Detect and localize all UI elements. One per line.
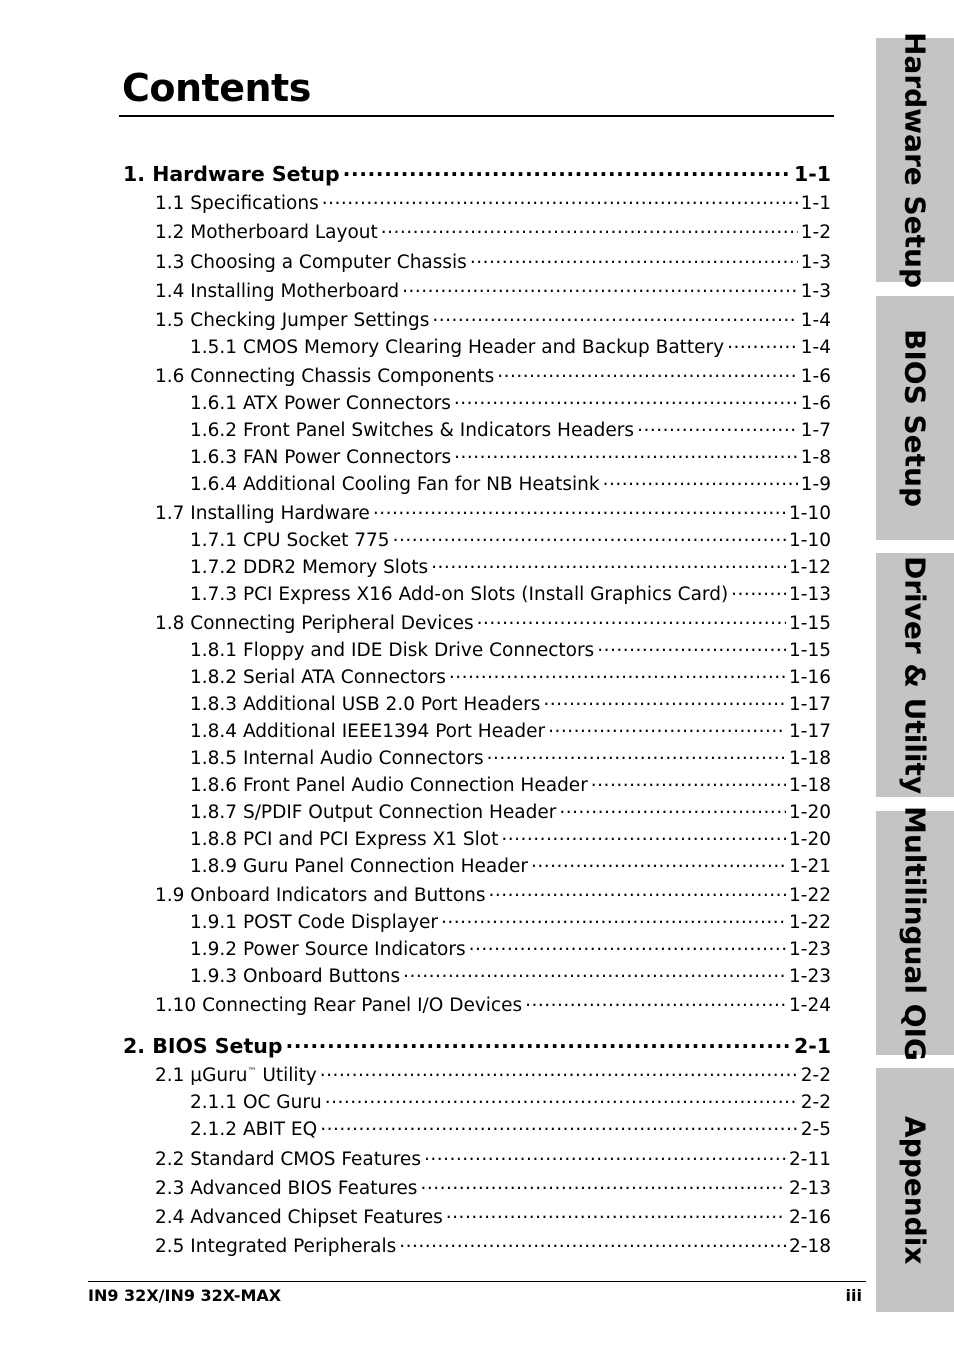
toc-page-number: 1-17 xyxy=(789,693,831,715)
toc-page-number: 1-7 xyxy=(800,419,831,441)
toc-entry-title: 2.1.1 OC Guru xyxy=(190,1091,322,1113)
toc-entry-title: 1. Hardware Setup xyxy=(123,161,340,186)
toc-page-number: 1-16 xyxy=(789,666,831,688)
toc-entry[interactable] xyxy=(190,936,831,960)
toc-entry[interactable] xyxy=(190,799,831,823)
dot-leader xyxy=(373,500,786,519)
toc-entry-title: 1.4 Installing Motherboard xyxy=(155,280,400,302)
toc-chapter-entry[interactable] xyxy=(123,1032,831,1058)
section-tab-label: Driver & Utility xyxy=(898,555,932,795)
dot-leader xyxy=(525,992,786,1011)
toc-entry-title: 1.8.3 Additional USB 2.0 Port Headers xyxy=(190,693,541,715)
toc-entry-title: 2.2 Standard CMOS Features xyxy=(155,1148,421,1170)
toc-entry[interactable] xyxy=(190,772,831,796)
toc-entry[interactable] xyxy=(190,745,831,769)
toc-entry[interactable] xyxy=(155,1233,831,1257)
toc-entry-title: 1.8.6 Front Panel Audio Connection Header xyxy=(190,774,588,796)
toc-entry[interactable] xyxy=(190,417,831,441)
toc-entry-title: 1.8.9 Guru Panel Connection Header xyxy=(190,855,528,877)
dot-leader xyxy=(420,1175,786,1194)
dot-leader xyxy=(487,745,786,764)
dot-leader xyxy=(548,718,786,737)
toc-chapter-entry[interactable] xyxy=(123,160,831,186)
toc-entry[interactable] xyxy=(190,691,831,715)
dot-leader xyxy=(597,637,786,656)
dot-leader xyxy=(637,417,798,436)
toc-entry-title: 2. BIOS Setup xyxy=(123,1033,283,1058)
toc-entry-title: 1.3 Choosing a Computer Chassis xyxy=(155,251,467,273)
toc-entry-title: 1.8.1 Floppy and IDE Disk Drive Connectors xyxy=(190,639,595,661)
dot-leader xyxy=(431,554,786,573)
toc-entry[interactable] xyxy=(155,500,831,524)
toc-entry[interactable] xyxy=(190,909,831,933)
toc-page-number: 2-18 xyxy=(789,1235,831,1257)
dot-leader xyxy=(286,1032,791,1053)
dot-leader xyxy=(591,772,786,791)
dot-leader xyxy=(603,471,798,490)
toc-page-number: 1-15 xyxy=(789,639,831,661)
section-tab[interactable] xyxy=(876,1068,954,1312)
section-tab[interactable] xyxy=(876,32,954,289)
toc-entry[interactable] xyxy=(190,637,831,661)
toc-entry-title: 1.7.2 DDR2 Memory Slots xyxy=(190,556,429,578)
section-tab-label: Multilingual QIG xyxy=(898,805,932,1061)
toc-entry[interactable] xyxy=(190,664,831,688)
toc-page-number: 1-2 xyxy=(800,221,831,243)
toc-page-number: 1-24 xyxy=(789,994,831,1016)
toc-entry[interactable] xyxy=(155,1175,831,1199)
toc-entry[interactable] xyxy=(190,1116,831,1140)
section-tab-label: Hardware Setup xyxy=(898,32,932,289)
toc-page-number: 1-6 xyxy=(800,365,831,387)
toc-page-number: 2-2 xyxy=(800,1091,831,1113)
toc-page-number: 1-10 xyxy=(789,502,831,524)
toc-page-number: 1-23 xyxy=(789,965,831,987)
dot-leader xyxy=(449,664,786,683)
dot-leader xyxy=(559,799,786,818)
toc-entry[interactable] xyxy=(155,219,831,243)
toc-page-number: 1-9 xyxy=(800,473,831,495)
toc-entry[interactable] xyxy=(155,249,831,273)
toc-entry-title: 1.7.3 PCI Express X16 Add-on Slots (Install Graphics Card) xyxy=(190,583,729,605)
toc-entry-title: 1.8.7 S/PDIF Output Connection Header xyxy=(190,801,557,823)
toc-entry-title: 1.8.2 Serial ATA Connectors xyxy=(190,666,446,688)
toc-page-number: 1-1 xyxy=(793,161,831,186)
dot-leader xyxy=(446,1204,786,1223)
toc-page-number: 1-4 xyxy=(800,309,831,331)
toc-entry-title: 1.7.1 CPU Socket 775 xyxy=(190,529,390,551)
toc-entry-title: 1.8.5 Internal Audio Connectors xyxy=(190,747,484,769)
toc-page-number: 2-11 xyxy=(789,1148,831,1170)
toc-page-number: 1-21 xyxy=(789,855,831,877)
dot-leader xyxy=(470,249,798,268)
toc-entry-title: 1.6 Connecting Chassis Components xyxy=(155,365,495,387)
toc-entry[interactable] xyxy=(155,992,831,1016)
dot-leader xyxy=(454,444,798,463)
toc-entry-title: 1.8 Connecting Peripheral Devices xyxy=(155,612,474,634)
toc-entry[interactable] xyxy=(155,1146,831,1170)
section-tab[interactable] xyxy=(876,553,954,797)
dot-leader xyxy=(477,610,786,629)
page-title: Contents xyxy=(122,66,311,110)
toc-page-number: 1-4 xyxy=(800,336,831,358)
toc-entry[interactable] xyxy=(155,307,831,331)
toc-page-number: 2-1 xyxy=(793,1033,831,1058)
toc-entry-title: 2.3 Advanced BIOS Features xyxy=(155,1177,418,1199)
dot-leader xyxy=(543,691,786,710)
toc-entry[interactable] xyxy=(190,826,831,850)
toc-page-number: 2-16 xyxy=(789,1206,831,1228)
toc-entry-title: 1.9.2 Power Source Indicators xyxy=(190,938,466,960)
section-tab[interactable] xyxy=(876,805,954,1061)
toc-entry-title: 1.8.8 PCI and PCI Express X1 Slot xyxy=(190,828,499,850)
dot-leader xyxy=(731,581,786,600)
trademark-symbol: ™ xyxy=(247,1066,257,1077)
toc-page-number: 1-6 xyxy=(800,392,831,414)
toc-entry[interactable] xyxy=(190,334,831,358)
toc-entry-title: 1.6.1 ATX Power Connectors xyxy=(190,392,451,414)
toc-entry[interactable] xyxy=(190,963,831,987)
dot-leader xyxy=(325,1089,798,1108)
dot-leader xyxy=(403,963,786,982)
toc-page-number: 1-3 xyxy=(800,251,831,273)
dot-leader xyxy=(424,1146,786,1165)
toc-entry[interactable] xyxy=(155,882,831,906)
section-tab[interactable] xyxy=(876,296,954,540)
dot-leader xyxy=(531,853,786,872)
toc-page-number: 1-10 xyxy=(789,529,831,551)
toc-page-number: 1-20 xyxy=(789,828,831,850)
toc-entry-title: 1.6.4 Additional Cooling Fan for NB Heatsink xyxy=(190,473,600,495)
toc-page-number: 1-23 xyxy=(789,938,831,960)
toc-entry-title: 1.9 Onboard Indicators and Buttons xyxy=(155,884,486,906)
toc-entry-title: 1.2 Motherboard Layout xyxy=(155,221,378,243)
dot-leader xyxy=(441,909,786,928)
dot-leader xyxy=(320,1116,798,1135)
toc-entry-title: 2.1.2 ABIT EQ xyxy=(190,1118,318,1140)
toc-page-number: 1-1 xyxy=(800,192,831,214)
toc-page-number: 2-5 xyxy=(800,1118,831,1140)
toc-page-number: 1-8 xyxy=(800,446,831,468)
toc-entry-title: 1.8.4 Additional IEEE1394 Port Header xyxy=(190,720,546,742)
toc-entry[interactable] xyxy=(155,610,831,634)
dot-leader xyxy=(393,527,786,546)
toc-entry[interactable] xyxy=(190,581,831,605)
toc-page-number: 1-18 xyxy=(789,774,831,796)
toc-entry[interactable] xyxy=(155,190,831,214)
toc-entry-title: 2.4 Advanced Chipset Features xyxy=(155,1206,443,1228)
toc-page-number: 1-22 xyxy=(789,884,831,906)
toc-entry[interactable] xyxy=(190,471,831,495)
toc-entry-title: 1.9.3 Onboard Buttons xyxy=(190,965,401,987)
dot-leader xyxy=(454,390,798,409)
dot-leader xyxy=(343,160,791,181)
toc-entry[interactable] xyxy=(155,278,831,302)
toc-page-number: 2-2 xyxy=(800,1064,831,1086)
dot-leader xyxy=(501,826,786,845)
dot-leader xyxy=(381,219,798,238)
dot-leader xyxy=(402,278,798,297)
dot-leader xyxy=(432,307,797,326)
toc-page-number: 1-15 xyxy=(789,612,831,634)
toc-entry[interactable] xyxy=(155,363,831,387)
toc-entry[interactable] xyxy=(190,390,831,414)
toc-entry-title: 1.7 Installing Hardware xyxy=(155,502,370,524)
dot-leader xyxy=(320,1062,798,1081)
toc-entry[interactable] xyxy=(190,444,831,468)
toc-entry[interactable] xyxy=(155,1062,831,1086)
footer-divider xyxy=(88,1281,866,1282)
toc-page-number: 1-22 xyxy=(789,911,831,933)
toc-entry[interactable] xyxy=(190,1089,831,1113)
toc-page-number: 1-18 xyxy=(789,747,831,769)
toc-entry-title: 2.1 µGuru™ Utility xyxy=(155,1064,317,1086)
toc-entry-title: 1.10 Connecting Rear Panel I/O Devices xyxy=(155,994,523,1016)
dot-leader xyxy=(727,334,798,353)
toc-entry-title: 1.5.1 CMOS Memory Clearing Header and Backup Battery xyxy=(190,336,725,358)
footer-page-number: iii xyxy=(845,1286,862,1305)
toc-page-number: 1-17 xyxy=(789,720,831,742)
toc-entry[interactable] xyxy=(155,1204,831,1228)
toc-entry[interactable] xyxy=(190,853,831,877)
dot-leader xyxy=(469,936,786,955)
section-tab-label: BIOS Setup xyxy=(898,329,932,507)
dot-leader xyxy=(322,190,798,209)
toc-entry[interactable] xyxy=(190,718,831,742)
toc-entry-title: 1.9.1 POST Code Displayer xyxy=(190,911,439,933)
toc-page-number: 1-20 xyxy=(789,801,831,823)
dot-leader xyxy=(497,363,798,382)
toc-entry-title: 1.6.2 Front Panel Switches & Indicators Headers xyxy=(190,419,635,441)
toc-entry[interactable] xyxy=(190,554,831,578)
toc-entry[interactable] xyxy=(190,527,831,551)
toc-entry-title: 1.6.3 FAN Power Connectors xyxy=(190,446,452,468)
toc-entry-title: 1.1 Specifications xyxy=(155,192,319,214)
toc-page-number: 1-13 xyxy=(789,583,831,605)
section-tab-label: Appendix xyxy=(898,1115,932,1265)
toc-entry-title: 1.5 Checking Jumper Settings xyxy=(155,309,430,331)
toc-page-number: 2-13 xyxy=(789,1177,831,1199)
dot-leader xyxy=(488,882,786,901)
toc-page-number: 1-12 xyxy=(789,556,831,578)
toc-entry-title: 2.5 Integrated Peripherals xyxy=(155,1235,397,1257)
dot-leader xyxy=(399,1233,786,1252)
toc-page-number: 1-3 xyxy=(800,280,831,302)
footer-model: IN9 32X/IN9 32X-MAX xyxy=(88,1286,282,1305)
